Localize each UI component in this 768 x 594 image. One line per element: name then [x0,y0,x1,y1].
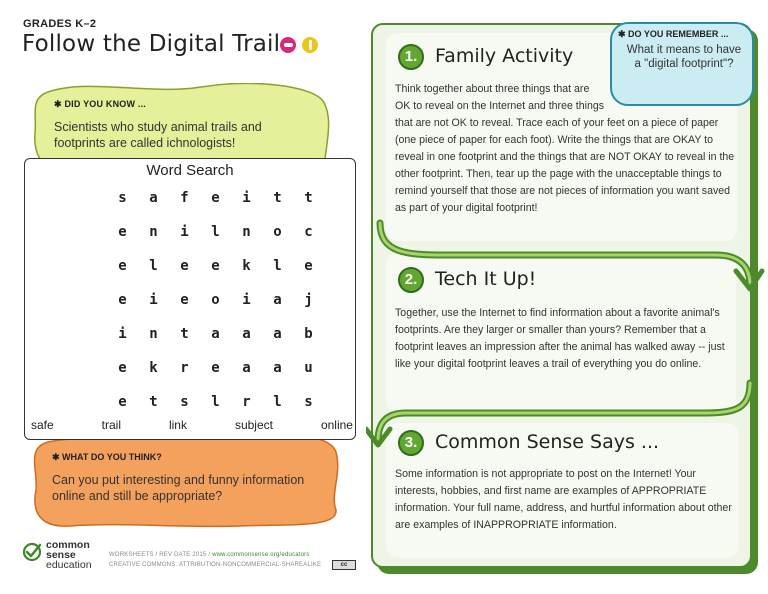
footer-license: CREATIVE COMMONS: ATTRIBUTION-NONCOMMERCIAL-SHAREALIKE [109,562,322,568]
word-search-letter: u [304,360,313,376]
footer-url[interactable]: www.commonsense.org/educators [212,552,310,558]
check-circle-icon [22,542,42,562]
word-search-letter: t [149,394,158,410]
do-you-remember-label: ✱ DO YOU REMEMBER ... [618,29,729,39]
word-search-letter: e [211,190,220,206]
word-search-letter: k [242,258,251,274]
do-you-remember-label-text: DO YOU REMEMBER ... [628,29,729,39]
section-1-body: Think together about three things that are OK to reveal on the Internet and three things that are not OK to reveal. Trace each of your feet on a piece of paper (one piece of paper for each foot). Write the things that are OKAY to reveal in one footprint and the things that are NOT OKAY to reveal in the other footprint. Then, tear up the page with the unacceptable things to remind yourself that those are not pieces of information you want saved as part of your digital footprint! [395,83,735,214]
word-search-word: link [168,418,187,432]
word-search-letter: e [118,224,127,240]
word-search-letter: e [118,292,127,308]
what-do-you-think-label-text: WHAT DO YOU THINK? [62,452,162,462]
creative-commons-badge: cc [332,560,356,570]
what-do-you-think-label: ✱ WHAT DO YOU THINK? [52,452,162,462]
grade-level: GRADES K–2 [23,18,97,30]
word-search-letter: a [273,360,282,376]
section-2-title: Tech It Up! [435,268,537,290]
section-2-body: Together, use the Internet to find information about a favorite animal's footprints. Are they larger or smaller than yours? Remember that a footprint leaves an impression after the animal has walked away -- just like your digital footprint leaves a trail of everything you do online. [395,307,725,370]
word-search-title: Word Search [146,162,234,179]
word-search-letter: e [211,258,220,274]
word-search-letter: a [273,326,282,342]
word-search-letter: e [180,292,189,308]
section-3-body: Some information is not appropriate to post on the Internet! Your interests, hobbies, and first name are examples of APPROPRIATE information. Your full name, address, and hurtful information about other are examples of INAPPROPRIATE information. [395,468,732,531]
word-search-letter: e [118,394,127,410]
footer-line-1 [109,552,310,558]
word-search-letter: n [149,224,158,240]
did-you-know-text: Scientists who study animal trails and footprints are called ichnologists! [54,120,262,150]
word-search-letter: e [118,360,127,376]
section-1-title: Family Activity [435,45,574,67]
footprint-icon [302,37,318,53]
section-2-number: 2. [398,267,424,293]
word-search-letter: o [211,292,220,308]
word-search-letter: i [242,190,251,206]
word-search-letter: l [149,258,158,274]
page-title: Follow the Digital Trail [22,31,281,57]
word-search-word: trail [101,418,121,432]
word-search-letter: e [211,360,220,376]
word-search-letter: i [180,224,189,240]
word-search-letter: o [273,224,282,240]
logo-line-1: common [46,539,90,551]
word-search-letter: c [304,224,313,240]
section-1-number: 1. [398,44,424,70]
word-search-letter: t [180,326,189,342]
word-search-word-list [31,418,353,432]
key-icon [280,37,296,53]
word-search-grid [107,181,324,419]
what-do-you-think-text: Can you put interesting and funny information online and still be appropriate? [52,473,305,503]
footer-revision: WORKSHEETS / REV DATE 2015 / [109,552,213,558]
word-search-box [24,158,356,440]
did-you-know-label-text: DID YOU KNOW ... [64,99,146,109]
word-search-letter: j [304,292,313,308]
word-search-letter: a [211,326,220,342]
word-search-word: safe [31,418,54,432]
word-search-letter: i [242,292,251,308]
word-search-letter: k [149,360,158,376]
word-search-letter: s [304,394,313,410]
word-search-letter: b [304,326,313,342]
word-search-letter: n [149,326,158,342]
did-you-know-label: ✱ DID YOU KNOW ... [54,99,146,109]
word-search-letter: e [180,258,189,274]
word-search-letter: e [304,258,313,274]
section-3-number: 3. [398,430,424,456]
word-search-letter: r [242,394,251,410]
section-3-title: Common Sense Says ... [435,431,660,453]
word-search-letter: a [242,326,251,342]
word-search-letter: i [118,326,127,342]
word-search-letter: s [180,394,189,410]
word-search-word: subject [234,418,273,432]
word-search-word: online [320,418,353,432]
word-search-letter: l [211,224,220,240]
word-search-letter: r [180,360,189,376]
word-search-letter: a [242,360,251,376]
logo-line-3: education [46,559,92,571]
word-search-letter: n [242,224,251,240]
word-search-letter: l [273,394,282,410]
do-you-remember-text: What it means to have a "digital footprint"? [626,44,742,70]
word-search-letter: l [273,258,282,274]
logo-line-2: sense [46,549,76,561]
word-search-letter: t [273,190,282,206]
word-search-letter: l [211,394,220,410]
word-search-letter: t [304,190,313,206]
word-search-letter: f [180,190,189,206]
word-search-letter: e [118,258,127,274]
word-search-letter: i [149,292,158,308]
word-search-letter: a [273,292,282,308]
word-search-letter: s [118,190,127,206]
word-search-letter: a [149,190,158,206]
